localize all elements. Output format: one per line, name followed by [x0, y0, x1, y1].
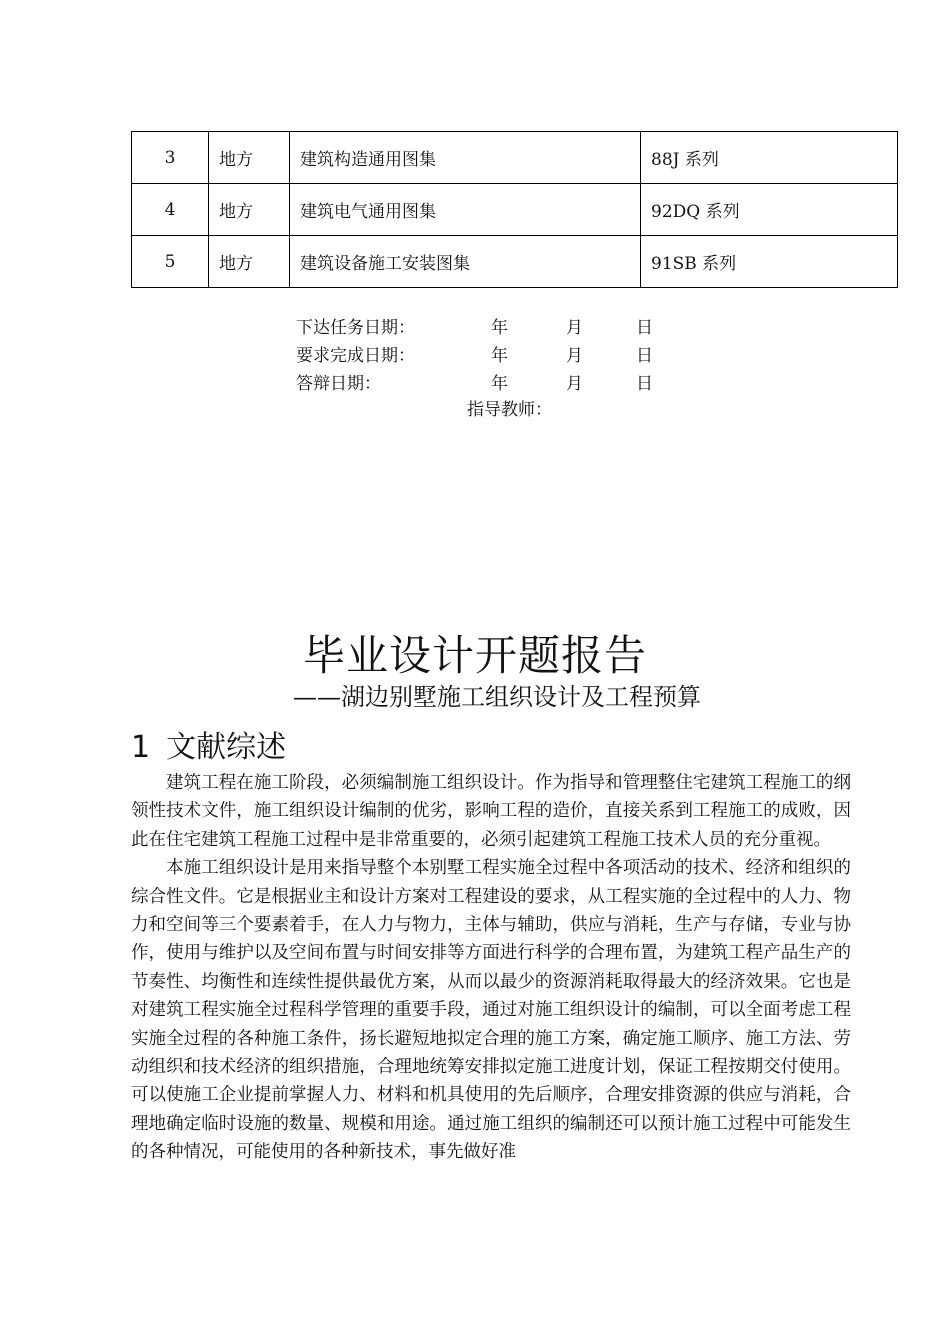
year-label: 年: [491, 318, 508, 338]
day-label: 日: [636, 318, 653, 338]
paragraph: 建筑工程在施工阶段，必须编制施工组织设计。作为指导和管理整住宅建筑工程施工的纲领性技术文件，施工组织设计编制的优劣，影响工程的造价，直接关系到工程施工的成败，因此在住宅建筑工程施工过程中是非常重要的，必须引起建筑工程施工技术人员的充分重视。: [131, 773, 851, 850]
due-date-row: [296, 342, 696, 370]
row-level: 地方: [209, 236, 290, 288]
section-number: 1: [131, 730, 151, 765]
row-number: 3: [132, 132, 209, 184]
table-row: [132, 132, 898, 184]
defense-date-row: [296, 370, 696, 398]
row-number: 5: [132, 236, 209, 288]
table-row: [132, 184, 898, 236]
month-label: 月: [566, 318, 583, 338]
teacher-label: 指导教师：: [467, 400, 552, 420]
task-date-label: 下达任务日期：: [296, 318, 415, 338]
section-body: [131, 769, 851, 1167]
report-subtitle: ——湖边别墅施工组织设计及工程预算: [293, 683, 701, 711]
year-label: 年: [491, 374, 508, 394]
defense-date-label: 答辩日期：: [296, 374, 381, 394]
report-title: 毕业设计开题报告: [302, 631, 647, 680]
standards-table: [131, 131, 898, 288]
row-level: 地方: [209, 184, 290, 236]
date-block: [296, 314, 696, 398]
paragraph: 本施工组织设计是用来指导整个本别墅工程实施全过程中各项活动的技术、经济和组织的综合性文件。它是根据业主和设计方案对工程建设的要求，从工程实施的全过程中的人力、物力和空间等三个要素着手，在人力与物力，主体与辅助，供应与消耗，生产与存储，专业与协作，使用与维护以及空间布置与时间安排等方面进行科学的合理布置，为建筑工程产品生产的节奏性、均衡性和连续性提供最优方案，从而以最少的资源消耗取得最大的经济效果。它也是对建筑工程实施全过程科学管理的重要手段，通过对施工组织设计的编制，可以全面考虑工程实施全过程的各种施工条件，扬长避短地拟定合理的施工方案，确定施工顺序、施工方法、劳动组织和技术经济的组织措施，合理地统筹安排拟定施工进度计划，保证工程按期交付使用。可以使施工企业提前掌握人力、材料和机具使用的先后顺序，合理安排资源的供应与消耗，合理地确定临时设施的数量、规模和用途。通过施工组织的编制还可以预计施工过程中可能发生的各种情况，可能使用的各种新技术，事先做好准: [131, 858, 851, 1163]
day-label: 日: [636, 374, 653, 394]
month-label: 月: [566, 346, 583, 366]
section-heading: [131, 726, 286, 770]
day-label: 日: [636, 346, 653, 366]
row-name: 建筑电气通用图集: [290, 184, 641, 236]
row-series: 88J 系列: [641, 132, 898, 184]
task-date-row: [296, 314, 696, 342]
month-label: 月: [566, 374, 583, 394]
row-name: 建筑构造通用图集: [290, 132, 641, 184]
row-number: 4: [132, 184, 209, 236]
due-date-label: 要求完成日期：: [296, 346, 415, 366]
year-label: 年: [491, 346, 508, 366]
row-series: 91SB 系列: [641, 236, 898, 288]
row-level: 地方: [209, 132, 290, 184]
section-title: 文献综述: [166, 730, 287, 765]
row-series: 92DQ 系列: [641, 184, 898, 236]
table-row: [132, 236, 898, 288]
row-name: 建筑设备施工安装图集: [290, 236, 641, 288]
